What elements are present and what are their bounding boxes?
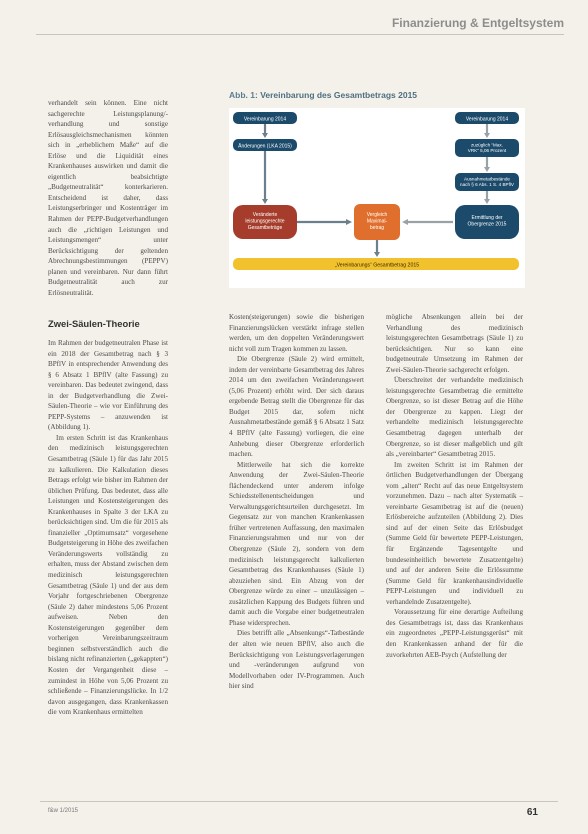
column-1-bottom — [48, 338, 168, 718]
label-line: zuzüglich "Max. — [470, 142, 504, 148]
label-line: betrag — [369, 225, 385, 231]
paragraph: Im zweiten Schritt ist im Rahmen der örtlichen Budgetverhandlungen der Übergang vom „alten“ Recht auf das neue Entgeltsystem vorzunehmen. Dazu – nach alter Systematik – vereinbarte Gesamtbetrag ist auf die (neuen) Erlösbereiche aufzuteilen (Abbildung 2). Dies sind auf der einen Seite das Erlösbudget (Summe Geld für bewertete PEPP-Leistungen, für Ergänzende Tagesentgelte und bundeseinheitlich bewertete Zusatzentgelte) und auf der anderen Seite die Erlössumme (Summe Geld für krankenhausindividuelle PEPP-Leistungen und individuell zu verhandelnde Zusatzentgelte). — [386, 460, 523, 606]
box-right-mid — [455, 139, 519, 157]
paragraph: Mittlerweile hat sich die korrekte Anwendung der Zwei-Säulen-Theorie flächendeckend unter anderem infolge Schiedsstellenentscheidungen und Verwaltungsgerichtsurteilen durchgesetzt. Im Gegensatz zur von manchen Krankenkassen früher vertretenen Auffassung, den maximalen Finanzierungsrahmen und nur von der Obergrenze (Säule 2), sondern von dem medizinisch leistungsgerecht kalkulierten Gesamtbetrag des Krankenhauses (Säule 1) abzuziehen sind. Ein Abzug von der Obergrenze würde zu einer – unzulässigen – zusätzlichen Kappung des Budgets führen und damit auch die Vorgabe einer budgetneutralen Phase widersprechen. — [229, 460, 364, 627]
box-center — [354, 204, 400, 240]
box-right-mid-label — [468, 143, 507, 154]
footer-divider — [40, 801, 558, 802]
box-result-label: „Vereinbarungs“ Gesamtbetrag 2015 — [334, 262, 420, 269]
paragraph: Kosten(steigerungen) sowie die bisherigen Finanzierungslücken verstärkt infrage stellen werden, um den doppelten Veränderungswert nicht voll zum Tragen kommen zu lassen. — [229, 313, 364, 353]
column-1-top — [48, 98, 168, 298]
label-line: Obergrenze 2015 — [467, 221, 507, 228]
box-right-mid2 — [455, 173, 519, 191]
paragraph: Die Obergrenze (Säule 2) wird ermittelt, indem der vereinbarte Gesamtbetrag des Jahres 2014 um den zweifachen Veränderungswert (5,06 Prozent) erhöht wird. Der sich daraus ergebende Betrag stellt die Obergrenze für das Budget 2015 dar, sofern nicht Ausnahmetatbestände gemäß § 6 Absatz 1 Satz 4 BPflV (alte Fassung) vorliegen, die eine Anhebung dieser Obergrenze erforderlich machen. — [229, 355, 364, 459]
figure-title: Vereinbarung des Gesamtbetrags 2015 — [260, 90, 418, 100]
box-right-bottom — [455, 205, 519, 239]
paragraph: Im Rahmen der budgetneutralen Phase ist ein 2018 der Gesamtbetrag nach § 3 BPflV in entsprechender Anwendung des § 6 Absatz 1 BPflV (alte Fassung) zu vereinbaren. Das bedeutet zwingend, dass in der Budgetverhandlung die Zwei-Säulen-Theorie – wie vor Einführung des PEPP-Systems – anzuwenden ist (Abbildung 1). — [48, 339, 168, 432]
section-heading: Zwei-Säulen-Theorie — [48, 318, 140, 329]
paragraph: Dies betrifft alle „Absenkungs“-Tatbestände der alten wie neuen BPflV, also auch die Berücksichtigung von Leistungsverlagerungen und -veränderungen aufgrund von Modellvorhaben oder IV-Programmen. Auch hier sind — [229, 629, 364, 691]
paragraph: Im ersten Schritt ist das Krankenhaus den medizinisch leistungsgerechten Gesamtbetrag (Säule 1) für das Jahr 2015 zu kalkulieren. Die Kalkulation dieses Betrags erfolgt wie bisher im Rahmen der üblichen Prüfung. Das bedeutet, dass alle Leistungen und Kostensteigerungen des Krankenhauses in Spalte 3 der LKA zu berücksichtigen sind. Um die für 2015 als finanzieller „Optimumsatz“ vorgesehene Budgetsteigerung in Höhe des zweifachen Veränderungswerts vollständig zu erhalten, muss der Abstand zwischen dem medizinisch leistungsgerechten Gesamtbetrag (Säule 1) und der aus dem Vorjahr fortgeschriebenen Obergrenze (Säule 2) daher mindestens 5,06 Prozent aufweisen. Neben den Kostensteigerungen gegenüber dem vorherigen Vereinbarungszeitraum beginnen selbstverständlich auch die bislang nicht refinanzierten („gekappten“) Kosten der Vergangenheit diese – zumindest in Höhe von 5,06 Prozent zu schließende – Finanzierungslücke. In 1/2 davon ausgegangen, dass Krankenkassen die vom Krankenhaus ermittelten — [48, 433, 168, 717]
figure-caption — [229, 90, 417, 100]
box-result — [233, 258, 519, 270]
box-right-bottom-label — [468, 215, 507, 228]
paragraph: verhandelt sein können. Eine nicht sachgerechte Leistungsplanung/-verhandlung und sonstige Erlösausgleichsmechanismen könnten sich in „erheblichem Maße“ auf die Erlöse und die Liquidität eines Krankenhauses auswirken und damit die eigentlich beabsichtigte „Budgetneutralität“ konterkarieren. Entscheidend ist daher, dass Leistungserbringer und Kostenträger im Rahmen der PEPP-Budgetverhandlungen auch die „richtigen Leistungen und Leistungsmengen“ unter Berücksichtigung der geltenden Abrechnungsbestimmungen (PEPPV) planen und vereinbaren. Nur dann führt Budgetneutralität auch zur Erlösneutralität. — [48, 99, 168, 297]
label-line: VRK" 5,06 Prozent — [467, 148, 507, 154]
label-line: Ermittlung der — [471, 215, 503, 221]
label-line: Veränderte — [252, 212, 278, 218]
box-right-top-label: Vereinbarung 2014 — [465, 116, 509, 123]
page-number: 61 — [526, 807, 538, 818]
label-line: nach § 6 Abs. 1 S. 4 BPflV — [460, 182, 514, 188]
box-right-mid2-label — [460, 177, 515, 188]
column-2 — [229, 312, 364, 692]
label-line: leistungsgerechte — [245, 218, 285, 225]
box-left-mid-label: Änderungen (LKA 2015) — [238, 143, 292, 150]
box-left-top-label: Vereinbarung 2014 — [243, 116, 287, 123]
label-line: Vergleich — [366, 212, 388, 218]
box-right-top — [455, 112, 519, 124]
issue-label: f&w 1/2015 — [48, 808, 79, 814]
box-left-bottom — [233, 205, 297, 239]
figure-label: Abb. 1: — [229, 90, 258, 100]
box-left-top — [233, 112, 297, 124]
paragraph: mögliche Absenkungen allein bei der Verhandlung des medizinisch leistungsgerechten Gesamtbetrags (Säule 1) zu berücksichtigen. Nur so kann eine budgetneutrale Umsetzung im Rahmen der Zwei-Säulen-Theorie sachgerecht erfolgen. — [386, 313, 523, 374]
paragraph: Voraussetzung für eine derartige Aufteilung des Gesamtbetrags ist, dass das Krankenhaus ein zugeordnetes „PEPP-Leistungsgerüst“ mit den Krankenkassen anhand der für die zuvorkehrten AEB-Psych (Aufstellung der — [386, 608, 523, 659]
paragraph: Überschreitet der verhandelte medizinisch leistungsgerechte Gesamtbetrag die ermittelte Obergrenze, so ist dieser Betrag auf die Höhe der Obergrenze zu kappen. Liegt der verhandelte medizinisch leistungsgerechte Gesamtbetrag dagegen unterhalb der Obergrenze, so ist dieser maßgeblich und gilt als „vereinbarter“ Gesamtbetrag 2015. — [386, 376, 523, 459]
header-divider — [36, 34, 564, 35]
flow-diagram — [229, 108, 525, 288]
label-line: Maximal- — [366, 218, 388, 225]
column-3 — [386, 312, 523, 660]
box-left-mid — [233, 139, 297, 151]
running-header: Finanzierung & Entgeltsystem — [391, 16, 564, 30]
label-line: Gesamtbeträge — [247, 225, 283, 231]
label-line: Ausnahmetatbestände — [464, 176, 510, 182]
